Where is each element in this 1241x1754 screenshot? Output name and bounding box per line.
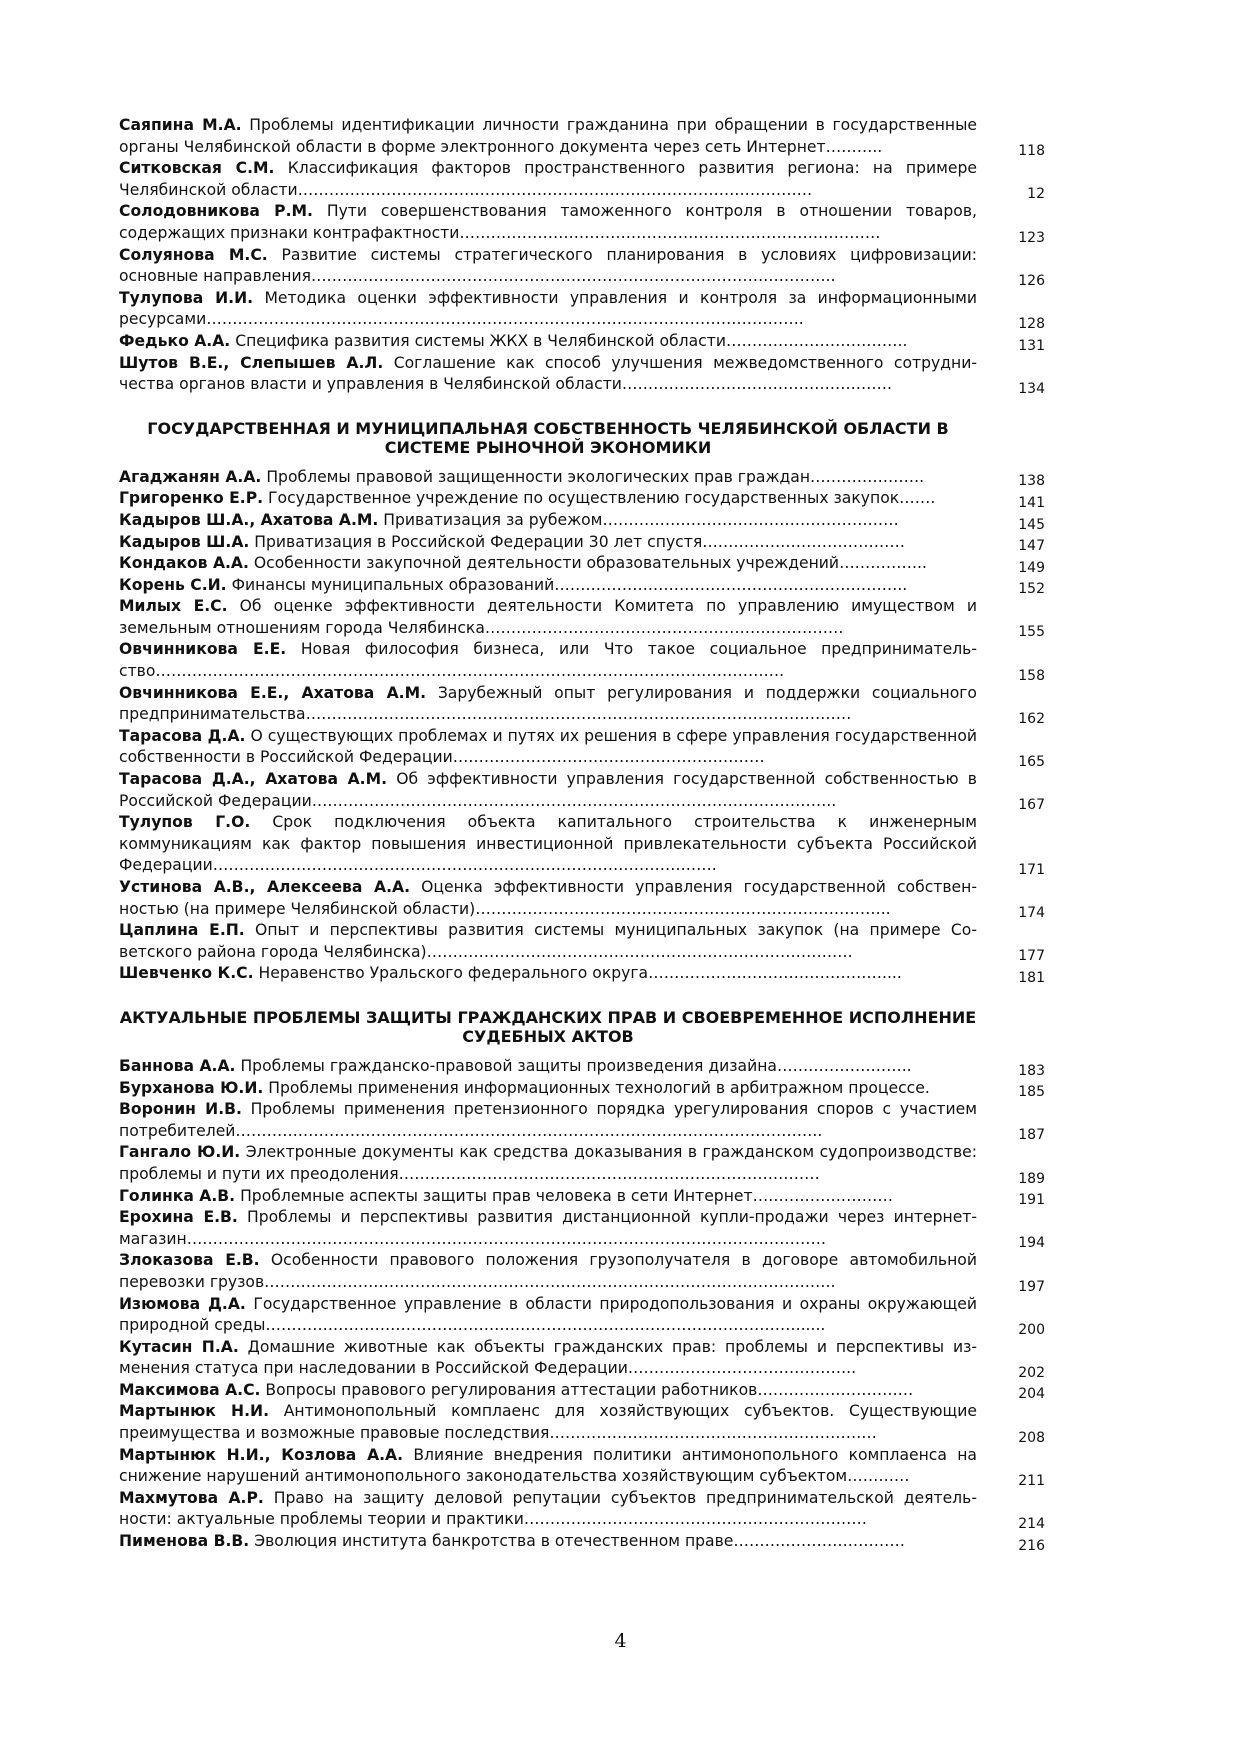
- entry-author: Агаджанян А.А.: [119, 467, 262, 486]
- entry-author: Тарасова Д.А.: [119, 726, 246, 745]
- entry-author: Кутасин П.А.: [119, 1337, 239, 1356]
- entry-page-number: 211: [1018, 1472, 1045, 1489]
- entry-title: Об оценке эффективности деятельности Комитета по управлению имуществом и земельным отношениям города Челябинска……………………………………………………………: [119, 597, 977, 637]
- toc-entry-text: [119, 1294, 977, 1337]
- entry-title: Зарубежный опыт регулирования и поддержки социального предпринимательства……………………………………………………………………………………………: [119, 683, 977, 724]
- toc-entry: [119, 812, 1045, 877]
- toc-entry-text: [119, 1142, 977, 1185]
- toc-entry: [119, 1078, 1045, 1100]
- entry-author: Махмутова А.Р.: [119, 1488, 264, 1507]
- entry-page-number: 152: [1018, 581, 1045, 598]
- entry-page-number: 147: [1018, 538, 1045, 555]
- toc-entry-text: [119, 1056, 977, 1078]
- toc-entry: [119, 1337, 1045, 1380]
- toc-entry-text: [119, 1078, 977, 1100]
- toc-entry-text: [119, 532, 977, 554]
- entry-author: Солуянова М.С.: [119, 245, 268, 264]
- entry-author: Цаплина Е.П.: [119, 921, 245, 940]
- entry-author: Мартынюк Н.И., Козлова А.А.: [119, 1445, 404, 1464]
- toc-entry-text: [119, 1337, 977, 1380]
- toc-entry-text: [119, 331, 977, 353]
- entry-author: Злоказова Е.В.: [119, 1251, 260, 1270]
- entry-title: Право на защиту деловой репутации субъектов предпринимательской деятельности: актуальные проблемы теории и практики…………………………………………………………: [119, 1488, 977, 1529]
- entry-author: Максимова А.С.: [119, 1380, 261, 1399]
- toc-entry: [119, 1445, 1045, 1488]
- toc-entry: [119, 639, 1045, 682]
- entry-page-number: 200: [1018, 1321, 1045, 1338]
- entry-title: Эволюция института банкротства в отечественном праве……………………………: [254, 1532, 905, 1551]
- toc-entry: [119, 920, 1045, 963]
- toc-entry: [119, 201, 1045, 244]
- entry-title: Развитие системы стратегического планирования в условиях цифровизации: основные направления………………………………………………………………………………………..: [119, 245, 977, 286]
- entry-page-number: 162: [1018, 710, 1045, 727]
- toc-entry-text: [119, 467, 977, 489]
- toc-entry: [119, 1401, 1045, 1444]
- toc-entry-text: [119, 769, 977, 812]
- entry-page-number: 187: [1018, 1127, 1045, 1144]
- entry-page-number: 194: [1018, 1235, 1045, 1252]
- entry-author: Бурханова Ю.И.: [119, 1078, 264, 1097]
- toc-entry: [119, 1142, 1045, 1185]
- toc-entry-text: [119, 726, 977, 769]
- toc-entry: [119, 877, 1045, 920]
- toc-entry: [119, 488, 1045, 510]
- entry-page-number: 138: [1018, 473, 1045, 490]
- entry-title: Вопросы правового регулирования аттестации работников…………………………: [265, 1380, 914, 1399]
- toc-entry: [119, 158, 1045, 201]
- entry-title: Пути совершенствования таможенного контроля в отношении товаров, содержащих признаки контрафактности………………………………………………………………………: [119, 202, 977, 242]
- toc-entry-text: [119, 553, 977, 575]
- entry-page-number: 167: [1018, 797, 1045, 814]
- toc-entry: [119, 726, 1045, 769]
- entry-author: Гангало Ю.И.: [119, 1143, 241, 1162]
- toc-entry: [119, 1099, 1045, 1142]
- entry-title: Проблемы идентификации личности гражданина при обращении в государственные органы Челябинской области в форме электронного документа через сеть Интернет………..: [119, 116, 977, 156]
- entry-page-number: 158: [1018, 667, 1045, 684]
- entry-page-number: 131: [1018, 337, 1045, 354]
- entry-page-number: 177: [1018, 948, 1045, 965]
- entry-page-number: 118: [1018, 143, 1045, 160]
- entry-author: Федько А.А.: [119, 331, 231, 350]
- toc-entry-text: [119, 877, 977, 920]
- entry-title: Классификация факторов пространственного развития региона: на примере Челябинской области………………………………………………………………………………………: [119, 159, 977, 199]
- toc-entry: [119, 683, 1045, 726]
- entry-title: Проблемы правовой защищенности экологических прав граждан………………….: [266, 467, 925, 486]
- entry-title: Неравенство Уральского федерального округа………………………………………....: [258, 964, 902, 983]
- entry-page-number: 165: [1018, 754, 1045, 771]
- entry-page-number: 189: [1018, 1170, 1045, 1187]
- entry-page-number: 183: [1018, 1062, 1045, 1079]
- entry-author: Ерохина Е.В.: [119, 1208, 238, 1227]
- entry-page-number: 174: [1018, 905, 1045, 922]
- entry-title: Электронные документы как средства доказывания в гражданском судопроизводстве: проблемы и пути их преодоления………………………………………………………………………: [119, 1143, 977, 1183]
- toc-entry-text: [119, 1186, 977, 1208]
- toc-entry-text: [119, 488, 977, 510]
- entry-author: Баннова А.А.: [119, 1056, 236, 1075]
- entry-author: Кадыров Ш.А.: [119, 532, 250, 551]
- entry-author: Григоренко Е.Р.: [119, 489, 264, 508]
- entry-title: Оценка эффективности управления государственной собственностью (на примере Челябинской области)……………………………………………………………………..: [119, 878, 977, 918]
- toc-entry-text: [119, 245, 977, 288]
- entry-author: Солодовникова Р.М.: [119, 202, 313, 221]
- entry-author: Шутов В.Е., Слепышев А.Л.: [119, 353, 384, 372]
- entry-author: Овчинникова Е.Е., Ахатова А.М.: [119, 683, 427, 702]
- toc-entry: [119, 245, 1045, 288]
- entry-title: Особенности закупочной деятельности образовательных учреждений……………..: [253, 554, 927, 573]
- toc-entry-text: [119, 1380, 977, 1402]
- toc-entry: [119, 1207, 1045, 1250]
- entry-author: Кадыров Ш.А., Ахатова А.М.: [119, 510, 379, 529]
- entry-page-number: 134: [1018, 380, 1045, 397]
- entry-page-number: 155: [1018, 624, 1045, 641]
- toc-entry: [119, 532, 1045, 554]
- toc-entry-text: [119, 920, 977, 963]
- toc-entry-text: [119, 963, 977, 985]
- toc-entry: [119, 467, 1045, 489]
- entry-title: Приватизация в Российской Федерации 30 лет спустя…………………………………: [254, 532, 905, 551]
- entry-page-number: 123: [1018, 229, 1045, 246]
- entry-page-number: 208: [1018, 1429, 1045, 1446]
- toc-entry: [119, 331, 1045, 353]
- toc-entry: [119, 1531, 1045, 1553]
- toc-entry: [119, 288, 1045, 331]
- entry-title: Особенности правового положения грузополучателя в договоре автомобильной перевозки грузов………………………………………………………………………………………………..: [119, 1251, 977, 1291]
- entry-title: Проблемы применения претензионного порядка урегулирования споров с участием потребителей…………………………………………………………………………………………………..: [119, 1100, 977, 1140]
- entry-page-number: 128: [1018, 315, 1045, 332]
- toc-entry: [119, 1186, 1045, 1208]
- entry-author: Тулупова И.И.: [119, 288, 254, 307]
- entry-author: Устинова А.В., Алексеева А.А.: [119, 878, 410, 896]
- entry-page-number: 191: [1018, 1192, 1045, 1209]
- entry-author: Кондаков А.А.: [119, 554, 249, 573]
- toc-entry: [119, 553, 1045, 575]
- toc-entry: [119, 963, 1045, 985]
- toc-entry-text: [119, 158, 977, 201]
- toc-entry-text: [119, 353, 977, 396]
- entry-page-number: 185: [1018, 1084, 1045, 1101]
- toc-entry: [119, 510, 1045, 532]
- entry-author: Голинка А.В.: [119, 1186, 236, 1205]
- toc-entry-text: [119, 1445, 977, 1488]
- toc-entry: [119, 1488, 1045, 1531]
- entry-page-number: 171: [1018, 862, 1045, 878]
- entry-page-number: 181: [1018, 969, 1045, 986]
- section-title: АКТУАЛЬНЫЕ ПРОБЛЕМЫ ЗАЩИТЫ ГРАЖДАНСКИХ ПРАВ И СВОЕВРЕМЕННОЕ ИСПОЛНЕНИЕ СУДЕБНЫХ АКТОВ: [119, 1007, 977, 1046]
- toc-entry-text: [119, 115, 977, 158]
- toc-entry-text: [119, 1207, 977, 1250]
- entry-title: Проблемы применения информационных технологий в арбитражном процессе.: [268, 1078, 930, 1097]
- entry-page-number: 216: [1018, 1537, 1045, 1554]
- toc-entry: [119, 115, 1045, 158]
- entry-title: Домашние животные как объекты гражданских прав: проблемы и перспективы изменения статуса при наследовании в Российской Федерации……………………………………..: [119, 1337, 978, 1378]
- toc-entry-text: [119, 1488, 977, 1531]
- toc-entry-text: [119, 639, 977, 682]
- entry-title: Проблемы гражданско-правовой защиты произведения дизайна……………………..: [240, 1056, 912, 1075]
- entry-author: Воронин И.В.: [119, 1100, 242, 1119]
- toc-entry: [119, 1294, 1045, 1337]
- entry-title: Опыт и перспективы развития системы муниципальных закупок (на примере Советского района города Челябинска)……………………………………………………………………….: [119, 921, 977, 961]
- entry-page-number: 197: [1018, 1278, 1045, 1295]
- entry-page-number: 145: [1018, 516, 1045, 533]
- entry-author: Корень С.И.: [119, 575, 227, 594]
- toc-entry-text: [119, 510, 977, 532]
- entry-page-number: 149: [1018, 559, 1045, 576]
- entry-author: Тулупов Г.О.: [119, 813, 251, 832]
- toc-entry-text: [119, 201, 977, 244]
- entry-page-number: 141: [1018, 494, 1045, 511]
- entry-page-number: 214: [1018, 1516, 1045, 1533]
- toc-entry-text: [119, 1099, 977, 1142]
- entry-title: Проблемные аспекты защиты прав человека в сети Интернет………………………: [240, 1186, 893, 1205]
- entry-title: Об эффективности управления государственной собственностью в Российской Федерации………………………………………………………………………………………..: [119, 770, 977, 810]
- entry-title: Влияние внедрения политики антимонопольного комплаенса на снижение нарушений антимонопольного законодательства хозяйствующим субъектом…………: [119, 1445, 977, 1486]
- toc-entry-text: [119, 1531, 977, 1553]
- toc-entry-text: [119, 1250, 977, 1293]
- entry-author: Изюмова Д.А.: [119, 1294, 246, 1313]
- toc-entry: [119, 1056, 1045, 1078]
- toc-entry: [119, 575, 1045, 597]
- entry-page-number: 126: [1018, 272, 1045, 289]
- toc-entry: [119, 596, 1045, 639]
- toc-entry: [119, 1380, 1045, 1402]
- entry-title: Антимонопольный комплаенс для хозяйствующих субъектов. Существующие преимущества и возможные правовые последствия………………………………………………………: [119, 1402, 977, 1443]
- toc-entry-text: [119, 812, 977, 877]
- section-title: ГОСУДАРСТВЕННАЯ И МУНИЦИПАЛЬНАЯ СОБСТВЕННОСТЬ ЧЕЛЯБИНСКОЙ ОБЛАСТИ В СИСТЕМЕ РЫНОЧНОЙ ЭКОНОМИКИ: [147, 418, 949, 457]
- entry-title: Финансы муниципальных образований…………………………………………………………..: [231, 575, 908, 594]
- toc-entry: [119, 353, 1045, 396]
- toc-entry-text: [119, 575, 977, 597]
- toc-entry-text: [119, 596, 977, 639]
- entry-author: Ситковская С.М.: [119, 159, 275, 178]
- entry-page-number: 204: [1018, 1386, 1045, 1403]
- toc-entry: [119, 769, 1045, 812]
- entry-title: Приватизация за рубежом…………………………………………………: [383, 510, 899, 529]
- entry-title: Специфика развития системы ЖКХ в Челябинской области……………………………..: [235, 331, 908, 350]
- entry-author: Овчинникова Е.Е.: [119, 640, 287, 659]
- entry-title: Государственное управление в области природопользования и охраны окружающей природной среды…………………………………………………………………………………………......: [119, 1294, 977, 1335]
- entry-title: Срок подключения объекта капитального строительства к инженерным коммуникациям как фактор повышения инвестиционной привлекательности субъекта Российской Федерации…………………………………………………………………………………….: [119, 813, 977, 875]
- entry-page-number: 12: [1027, 186, 1045, 203]
- toc-entry-text: [119, 683, 977, 726]
- toc-entry-text: [119, 288, 977, 331]
- entry-author: Тарасова Д.А., Ахатова А.М.: [119, 770, 388, 789]
- entry-author: Милых Е.С.: [119, 597, 228, 616]
- table-of-contents: [119, 115, 1045, 1553]
- entry-author: Шевченко К.С.: [119, 964, 254, 983]
- entry-title: Методика оценки эффективности управления и контроля за информационными ресурсами…………………………………………………………………………………………………….: [119, 288, 977, 329]
- entry-author: Саяпина М.А.: [119, 116, 242, 134]
- entry-page-number: 202: [1018, 1364, 1045, 1381]
- toc-entry: [119, 1250, 1045, 1293]
- entry-author: Мартынюк Н.И.: [119, 1402, 269, 1421]
- entry-title: Государственное учреждение по осуществлению государственных закупок…….: [268, 489, 936, 508]
- toc-entry-text: [119, 1401, 977, 1444]
- page-number: 4: [614, 1630, 627, 1652]
- entry-title: Новая философия бизнеса, или Что такое социальное предпринимательство………………………………………………………………………………………………………….: [119, 640, 977, 681]
- entry-title: Проблемы и перспективы развития дистанционной купли-продажи через интернет-магазин……………………………………………………………………………………………………………: [119, 1208, 977, 1248]
- entry-author: Пименова В.В.: [119, 1532, 250, 1551]
- entry-title: О существующих проблемах и путях их решения в сфере управления государственной собственности в Российской Федерации……………………………………………………: [119, 726, 977, 767]
- entry-title: Соглашение как способ улучшения межведомственного сотрудничества органов власти и управления в Челябинской области…………………………………………….: [119, 353, 977, 394]
